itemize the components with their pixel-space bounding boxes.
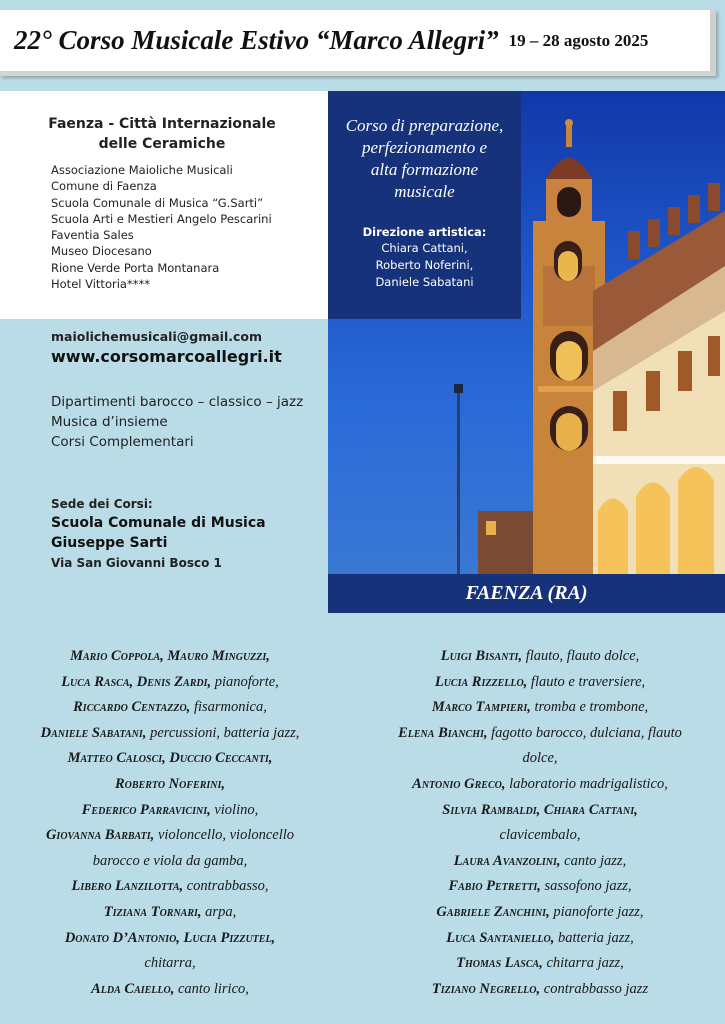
teacher-line xyxy=(362,798,718,824)
teacher-line xyxy=(4,823,336,849)
teacher-line xyxy=(362,644,718,670)
teacher-names: Donato D’Antonio, Lucia Pizzutel, xyxy=(64,929,276,946)
teacher-names: Riccardo Centazzo, xyxy=(73,699,191,716)
course-title: 22° Corso Musicale Estivo “Marco Allegri” xyxy=(14,25,499,55)
teacher-instrument: pianoforte jazz, xyxy=(549,903,644,920)
artistic-direction-label: Direzione artistica: xyxy=(362,225,487,239)
partners-list xyxy=(51,162,326,292)
teacher-names: Mario Coppola, Mauro Minguzzi, xyxy=(70,648,270,664)
teacher-instrument: barocco e viola da gamba, xyxy=(92,852,248,869)
course-dates: 19 – 28 agosto 2025 xyxy=(508,30,649,50)
director-name: Daniele Sabatani xyxy=(375,275,474,289)
teacher-names: Fabio Petretti, xyxy=(448,878,541,895)
directors-list xyxy=(328,240,521,291)
teacher-instrument: batteria jazz, xyxy=(554,929,634,946)
title-banner xyxy=(0,10,716,76)
teachers-right-column xyxy=(362,644,718,1002)
teacher-instrument: contrabbasso, xyxy=(183,878,269,895)
director-name: Chiara Cattani, xyxy=(381,241,468,255)
teacher-instrument: flauto e traversiere, xyxy=(527,673,646,690)
teacher-names: Tiziana Tornari, xyxy=(103,903,202,920)
teacher-names: Lucia Rizzello, xyxy=(434,673,528,690)
department-item: Corsi Complementari xyxy=(51,434,194,450)
contact-email[interactable]: maiolichemusicali@gmail.com xyxy=(51,329,262,344)
teacher-instrument: fisarmonica, xyxy=(190,699,267,716)
teacher-line xyxy=(4,798,336,824)
teacher-line xyxy=(362,721,718,747)
partners-heading: Faenza - Città Internazionale delle Ceramiche xyxy=(48,116,276,152)
location-bar: FAENZA (RA) xyxy=(328,574,725,613)
teacher-names: Thomas Lasca, xyxy=(456,955,543,972)
teacher-names: Luca Rasca, Denis Zardi, xyxy=(61,673,212,690)
teacher-instrument: clavicembalo, xyxy=(499,827,581,844)
course-description-box xyxy=(328,91,521,319)
teacher-names: Silvia Rambaldi, Chiara Cattani, xyxy=(442,801,638,818)
teacher-line xyxy=(362,746,718,772)
teacher-instrument: chitarra, xyxy=(144,955,196,972)
teacher-line xyxy=(4,772,336,798)
teacher-instrument: violino, xyxy=(210,801,259,818)
teacher-line xyxy=(4,874,336,900)
teacher-line xyxy=(362,772,718,798)
department-item: Dipartimenti barocco – classico – jazz xyxy=(51,394,304,410)
course-subtitle: Corso di preparazione, perfezionamento e alta formazione musicale xyxy=(345,116,504,201)
teacher-line xyxy=(4,926,336,952)
teacher-line xyxy=(362,951,718,977)
teacher-names: Gabriele Zanchini, xyxy=(436,903,550,920)
teacher-line xyxy=(4,746,336,772)
teacher-instrument: sassofono jazz, xyxy=(540,878,632,895)
teacher-names: Antonio Greco, xyxy=(412,775,506,792)
teacher-names: Roberto Noferini, xyxy=(114,775,225,792)
teacher-line xyxy=(362,849,718,875)
teacher-line xyxy=(362,926,718,952)
teacher-line xyxy=(4,900,336,926)
teacher-line xyxy=(4,670,336,696)
teacher-instrument: flauto, flauto dolce, xyxy=(522,648,640,664)
teacher-instrument: contrabbasso jazz xyxy=(540,980,649,997)
venue-label: Sede dei Corsi: xyxy=(51,497,153,511)
teacher-line xyxy=(4,644,336,670)
teacher-names: Libero Lanzilotta, xyxy=(71,878,184,895)
teacher-names: Daniele Sabatani, xyxy=(40,724,147,741)
teacher-line xyxy=(362,977,718,1003)
teachers-left-column xyxy=(4,644,336,1002)
venue-name: Scuola Comunale di Musica Giuseppe Sarti xyxy=(51,515,266,551)
partner-item: Associazione Maioliche Musicali xyxy=(51,163,233,177)
teacher-line xyxy=(4,849,336,875)
teacher-instrument: tromba e trombone, xyxy=(530,699,649,716)
teacher-line xyxy=(4,695,336,721)
teacher-names: Alda Caiello, xyxy=(91,980,175,997)
teacher-names: Marco Tampieri, xyxy=(431,699,531,716)
teacher-instrument: pianoforte, xyxy=(211,673,279,690)
partner-item: Hotel Vittoria**** xyxy=(51,277,150,292)
partner-item: Scuola Arti e Mestieri Angelo Pescarini xyxy=(51,211,272,226)
partner-item: Museo Diocesano xyxy=(51,244,152,259)
teacher-instrument: arpa, xyxy=(201,903,237,920)
teacher-line xyxy=(362,670,718,696)
teacher-names: Luigi Bisanti, xyxy=(440,648,523,664)
teacher-instrument: violoncello, violoncello xyxy=(154,827,295,844)
teacher-instrument: percussioni, batteria jazz, xyxy=(146,724,300,741)
teacher-instrument: chitarra jazz, xyxy=(542,955,624,972)
teacher-instrument: fagotto barocco, dulciana, flauto xyxy=(487,724,682,741)
teacher-line xyxy=(4,977,336,1003)
teacher-names: Matteo Calosci, Duccio Ceccanti, xyxy=(67,750,273,767)
teacher-instrument: canto lirico, xyxy=(174,980,249,997)
teacher-names: Luca Santaniello, xyxy=(446,929,555,946)
teacher-instrument: canto jazz, xyxy=(560,852,627,869)
teacher-names: Elena Bianchi, xyxy=(398,724,488,741)
partner-item: Rione Verde Porta Montanara xyxy=(51,260,220,275)
teacher-line xyxy=(362,823,718,849)
contact-website[interactable]: www.corsomarcoallegri.it xyxy=(51,347,282,366)
teacher-names: Giovanna Barbati, xyxy=(45,827,155,844)
teacher-line xyxy=(362,874,718,900)
teacher-line xyxy=(362,900,718,926)
department-item: Musica d’insieme xyxy=(51,414,168,430)
venue-address: Via San Giovanni Bosco 1 xyxy=(51,556,222,570)
teacher-instrument: laboratorio madrigalistico, xyxy=(505,775,668,792)
partner-item: Comune di Faenza xyxy=(51,179,157,194)
departments-list xyxy=(51,392,303,452)
teacher-line xyxy=(362,695,718,721)
partner-item: Faventia Sales xyxy=(51,228,134,243)
teacher-line xyxy=(4,721,336,747)
partner-item: Scuola Comunale di Musica “G.Sarti” xyxy=(51,195,264,210)
teacher-names: Tiziano Negrello, xyxy=(431,980,541,997)
director-name: Roberto Noferini, xyxy=(375,258,474,272)
teacher-names: Laura Avanzolini, xyxy=(453,852,561,869)
teacher-line xyxy=(4,951,336,977)
teacher-names: Federico Parravicini, xyxy=(81,801,211,818)
teacher-instrument: dolce, xyxy=(522,750,558,767)
